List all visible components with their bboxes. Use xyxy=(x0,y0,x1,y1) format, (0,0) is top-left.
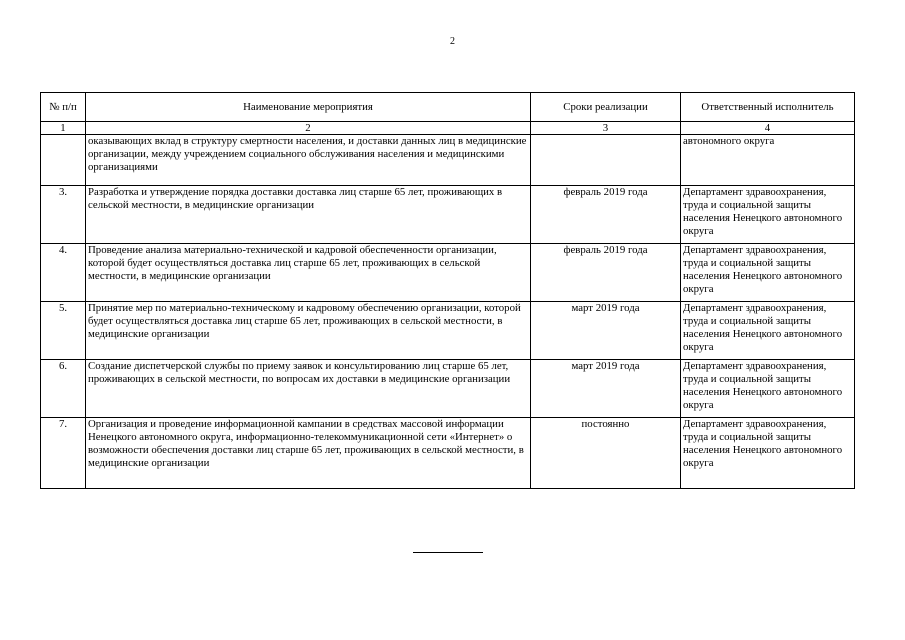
row-title: Разработка и утверждение порядка доставки доставка лиц старше 65 лет, проживающих в сельской местности, в медицинские организации xyxy=(86,186,531,244)
column-number: 1 xyxy=(41,122,86,135)
table-row xyxy=(41,244,855,302)
row-num: 5. xyxy=(41,302,86,360)
row-title: Принятие мер по материально-техническому и кадровому обеспечению организации, которой будет осуществляться доставка лиц старше 65 лет, проживающих в сельской местности, в медицинские организации xyxy=(86,302,531,360)
header-responsible: Ответственный исполнитель xyxy=(681,93,855,122)
column-numbers-row xyxy=(41,122,855,135)
row-dates: постоянно xyxy=(531,418,681,489)
row-responsible: Департамент здравоохранения, труда и социальной защиты населения Ненецкого автономного округа xyxy=(681,418,855,489)
row-responsible: Департамент здравоохранения, труда и социальной защиты населения Ненецкого автономного округа xyxy=(681,360,855,418)
row-responsible: Департамент здравоохранения, труда и социальной защиты населения Ненецкого автономного округа xyxy=(681,186,855,244)
table-row xyxy=(41,302,855,360)
row-num: 3. xyxy=(41,186,86,244)
column-number: 4 xyxy=(681,122,855,135)
row-title: Проведение анализа материально-технической и кадровой обеспеченности организации, которой будет осуществляться доставка лиц старше 65 лет, проживающих в сельской местности, в медицинские организации xyxy=(86,244,531,302)
row-responsible: Департамент здравоохранения, труда и социальной защиты населения Ненецкого автономного округа xyxy=(681,302,855,360)
header-num: № п/п xyxy=(41,93,86,122)
row-title: оказывающих вклад в структуру смертности населения, и доставки данных лиц в медицинские организации, между учреждением социального обслуживания населения и медицинскими организациями xyxy=(86,135,531,186)
row-num: 7. xyxy=(41,418,86,489)
row-dates xyxy=(531,135,681,186)
table-row xyxy=(41,135,855,186)
row-num xyxy=(41,135,86,186)
table-row xyxy=(41,186,855,244)
header-title: Наименование мероприятия xyxy=(86,93,531,122)
table-row xyxy=(41,360,855,418)
row-num: 4. xyxy=(41,244,86,302)
column-number: 2 xyxy=(86,122,531,135)
page-number: 2 xyxy=(450,36,455,47)
row-dates: март 2019 года xyxy=(531,360,681,418)
header-row xyxy=(41,93,855,122)
header-dates: Сроки реализации xyxy=(531,93,681,122)
end-divider xyxy=(413,552,483,553)
measures-table xyxy=(40,92,855,489)
row-dates: март 2019 года xyxy=(531,302,681,360)
row-responsible: Департамент здравоохранения, труда и социальной защиты населения Ненецкого автономного округа xyxy=(681,244,855,302)
row-dates: февраль 2019 года xyxy=(531,244,681,302)
row-title: Организация и проведение информационной кампании в средствах массовой информации Ненецкого автономного округа, информационно-телекоммуникационной сети «Интернет» о возможности обеспечения доставки лиц старше 65 лет, проживающих в сельской местности, в медицинские организации xyxy=(86,418,531,489)
row-num: 6. xyxy=(41,360,86,418)
row-title: Создание диспетчерской службы по приему заявок и консультированию лиц старше 65 лет, проживающих в сельской местности, по вопросам их доставки в медицинские организации xyxy=(86,360,531,418)
row-dates: февраль 2019 года xyxy=(531,186,681,244)
column-number: 3 xyxy=(531,122,681,135)
table-row xyxy=(41,418,855,489)
row-responsible: автономного округа xyxy=(681,135,855,186)
